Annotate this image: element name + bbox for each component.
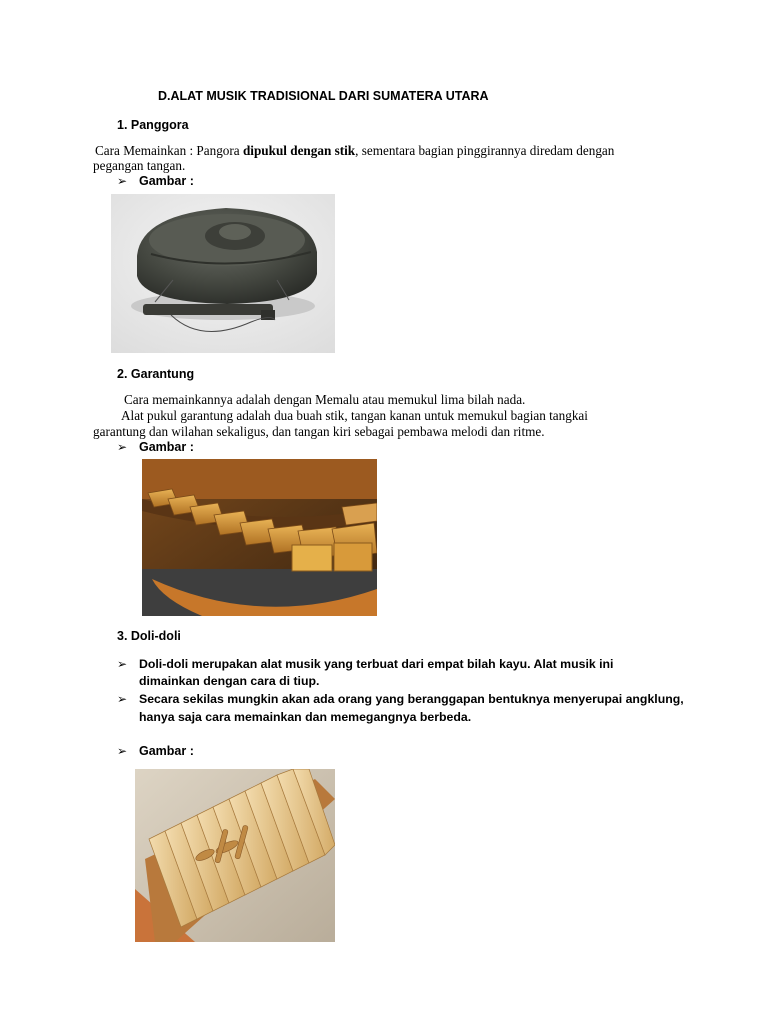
doli-bullet1-line2: dimainkan dengan cara di tiup. [139,674,320,688]
panggora-paragraph-line2: pegangan tangan. [93,158,186,173]
page-title: D.ALAT MUSIK TRADISIONAL DARI SUMATERA UTARA [158,89,489,103]
bullet-arrow-icon: ➢ [117,744,128,758]
doli-bullet1-line1: Doli-doli merupakan alat musik yang terbuat dari empat bilah kayu. Alat musik ini [139,657,614,671]
section-heading-doli-doli: 3. Doli-doli [117,629,181,643]
section-heading-panggora: 1. Panggora [117,118,189,132]
garantung-line2: Alat pukul garantung adalah dua buah stik, tangan kanan untuk memukul bagian tangkai [121,408,588,423]
panggora-paragraph-line1 [95,143,614,159]
bullet-arrow-icon: ➢ [117,657,128,671]
gambar-label-doli-doli: Gambar : [139,744,194,758]
bullet-arrow-icon: ➢ [117,692,128,706]
panggora-paragraph-prefix: Cara Memainkan : Pangora [95,143,243,158]
section-heading-garantung: 2. Garantung [117,367,195,381]
doli-bullet2-line1: Secara sekilas mungkin akan ada orang yang beranggapan bentuknya menyerupai angklung, [139,692,684,706]
gambar-label-garantung: Gambar : [139,440,194,454]
panggora-paragraph-suffix: , sementara bagian pinggirannya diredam dengan [355,143,615,158]
garantung-line3: garantung dan wilahan sekaligus, dan tangan kiri sebagai pembawa melodi dan ritme. [93,424,545,439]
panggora-gong-image [111,194,335,353]
panggora-paragraph-bold: dipukul dengan stik [242,143,356,158]
bullet-arrow-icon: ➢ [117,174,128,188]
garantung-xylophone-image [142,459,377,616]
doli-bullet2-line2: hanya saja cara memainkan dan memegangnya berbeda. [139,710,472,724]
gambar-label-panggora: Gambar : [139,174,194,188]
bullet-arrow-icon: ➢ [117,440,128,454]
doli-doli-image [135,769,335,942]
garantung-line1: Cara memainkannya adalah dengan Memalu atau memukul lima bilah nada. [124,392,526,407]
